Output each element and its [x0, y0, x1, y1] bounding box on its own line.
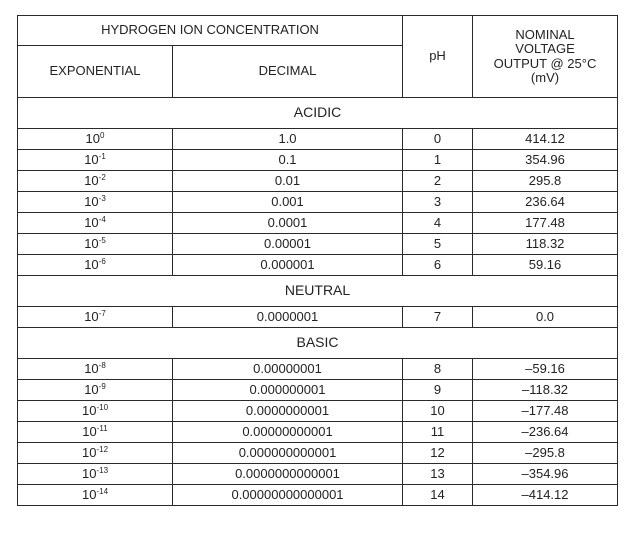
voltage-cell: –295.8 — [473, 443, 618, 464]
exponential-cell — [18, 485, 173, 506]
exponent-power: -14 — [96, 486, 109, 496]
section-row-basic — [18, 328, 618, 359]
exponent-power: -10 — [96, 402, 109, 412]
exponential-cell — [18, 380, 173, 401]
table-row — [18, 464, 618, 485]
exponential-column-header: EXPONENTIAL — [18, 46, 173, 98]
voltage-cell: 118.32 — [473, 234, 618, 255]
decimal-cell: 1.0 — [173, 129, 403, 150]
exponent-base: 10 — [84, 235, 99, 251]
table-row — [18, 443, 618, 464]
exponent-base: 10 — [84, 308, 99, 324]
table-row — [18, 359, 618, 380]
section-title-neutral: NEUTRAL — [18, 276, 618, 307]
voltage-header-line: OUTPUT @ 25°C — [493, 55, 597, 71]
section-title-basic: BASIC — [18, 328, 618, 359]
ph-cell: 11 — [403, 422, 473, 443]
voltage-cell: 0.0 — [473, 307, 618, 328]
section-row-acidic — [18, 98, 618, 129]
table-row — [18, 234, 618, 255]
table-row — [18, 192, 618, 213]
voltage-header-line: (mV) — [530, 69, 560, 85]
decimal-cell: 0.00000001 — [173, 359, 403, 380]
exponent-power: -1 — [98, 151, 106, 161]
decimal-cell: 0.00001 — [173, 234, 403, 255]
voltage-header-line: NOMINAL — [515, 26, 575, 42]
exponent-power: -7 — [98, 308, 106, 318]
exponential-cell — [18, 422, 173, 443]
ph-cell: 0 — [403, 129, 473, 150]
voltage-cell: 236.64 — [473, 192, 618, 213]
exponent-base: 10 — [81, 465, 97, 481]
voltage-cell: 354.96 — [473, 150, 618, 171]
ph-column-header: pH — [403, 16, 473, 98]
ph-cell: 12 — [403, 443, 473, 464]
decimal-cell: 0.0000000000001 — [173, 464, 403, 485]
table-row — [18, 422, 618, 443]
ph-cell: 7 — [403, 307, 473, 328]
ph-cell: 10 — [403, 401, 473, 422]
table-row — [18, 401, 618, 422]
exponent-base: 10 — [84, 214, 99, 230]
table-row — [18, 171, 618, 192]
exponent-base: 10 — [85, 130, 100, 146]
section-title-acidic: ACIDIC — [18, 98, 618, 129]
voltage-cell: –118.32 — [473, 380, 618, 401]
exponent-base: 10 — [84, 381, 99, 397]
decimal-cell: 0.0000000001 — [173, 401, 403, 422]
exponent-base: 10 — [84, 256, 99, 272]
ph-cell: 1 — [403, 150, 473, 171]
exponential-cell — [18, 443, 173, 464]
ph-cell: 4 — [403, 213, 473, 234]
exponent-base: 10 — [81, 444, 97, 460]
exponential-cell — [18, 129, 173, 150]
exponential-cell — [18, 234, 173, 255]
voltage-cell: 414.12 — [473, 129, 618, 150]
exponential-cell — [18, 192, 173, 213]
ph-voltage-table — [17, 15, 618, 506]
exponential-cell — [18, 213, 173, 234]
table-body — [18, 98, 618, 506]
decimal-cell: 0.000001 — [173, 255, 403, 276]
ph-cell: 9 — [403, 380, 473, 401]
decimal-cell: 0.000000001 — [173, 380, 403, 401]
decimal-cell: 0.001 — [173, 192, 403, 213]
voltage-cell: 177.48 — [473, 213, 618, 234]
ph-cell: 8 — [403, 359, 473, 380]
exponent-power: -4 — [98, 214, 106, 224]
decimal-cell: 0.00000000001 — [173, 422, 403, 443]
table-header — [18, 16, 618, 98]
concentration-group-header: HYDROGEN ION CONCENTRATION — [18, 16, 403, 46]
exponent-power: -13 — [96, 465, 109, 475]
exponential-cell — [18, 255, 173, 276]
ph-cell: 14 — [403, 485, 473, 506]
exponent-power: -5 — [98, 235, 106, 245]
table-row — [18, 485, 618, 506]
exponent-base: 10 — [81, 402, 97, 418]
table-row — [18, 255, 618, 276]
voltage-cell: –177.48 — [473, 401, 618, 422]
exponential-cell — [18, 171, 173, 192]
ph-cell: 2 — [403, 171, 473, 192]
table-row — [18, 129, 618, 150]
exponent-power: 0 — [100, 130, 105, 140]
table-row — [18, 150, 618, 171]
ph-reference-sheet — [17, 15, 617, 506]
exponent-base: 10 — [84, 193, 99, 209]
section-row-neutral — [18, 276, 618, 307]
exponent-power: -6 — [98, 256, 106, 266]
exponent-base: 10 — [81, 486, 97, 502]
exponent-base: 10 — [82, 423, 97, 439]
voltage-cell: 295.8 — [473, 171, 618, 192]
exponent-power: -2 — [98, 172, 106, 182]
ph-cell: 6 — [403, 255, 473, 276]
exponent-power: -3 — [98, 193, 106, 203]
ph-cell: 5 — [403, 234, 473, 255]
exponent-power: -8 — [98, 360, 106, 370]
exponent-power: -9 — [98, 381, 106, 391]
decimal-cell: 0.000000000001 — [173, 443, 403, 464]
decimal-cell: 0.01 — [173, 171, 403, 192]
exponential-cell — [18, 150, 173, 171]
decimal-cell: 0.0000001 — [173, 307, 403, 328]
voltage-cell: –414.12 — [473, 485, 618, 506]
voltage-cell: –59.16 — [473, 359, 618, 380]
decimal-column-header: DECIMAL — [173, 46, 403, 98]
exponent-base: 10 — [84, 151, 99, 167]
exponent-power: -12 — [96, 444, 109, 454]
voltage-header-line: VOLTAGE — [515, 41, 575, 57]
ph-cell: 13 — [403, 464, 473, 485]
table-row — [18, 307, 618, 328]
exponent-power: -11 — [96, 423, 108, 433]
exponential-cell — [18, 401, 173, 422]
voltage-column-header — [473, 16, 618, 98]
voltage-cell: –236.64 — [473, 422, 618, 443]
ph-cell: 3 — [403, 192, 473, 213]
exponential-cell — [18, 359, 173, 380]
exponent-base: 10 — [84, 172, 99, 188]
table-row — [18, 213, 618, 234]
exponent-base: 10 — [84, 360, 99, 376]
decimal-cell: 0.00000000000001 — [173, 485, 403, 506]
table-row — [18, 380, 618, 401]
voltage-cell: 59.16 — [473, 255, 618, 276]
exponential-cell — [18, 464, 173, 485]
decimal-cell: 0.1 — [173, 150, 403, 171]
decimal-cell: 0.0001 — [173, 213, 403, 234]
voltage-cell: –354.96 — [473, 464, 618, 485]
exponential-cell — [18, 307, 173, 328]
